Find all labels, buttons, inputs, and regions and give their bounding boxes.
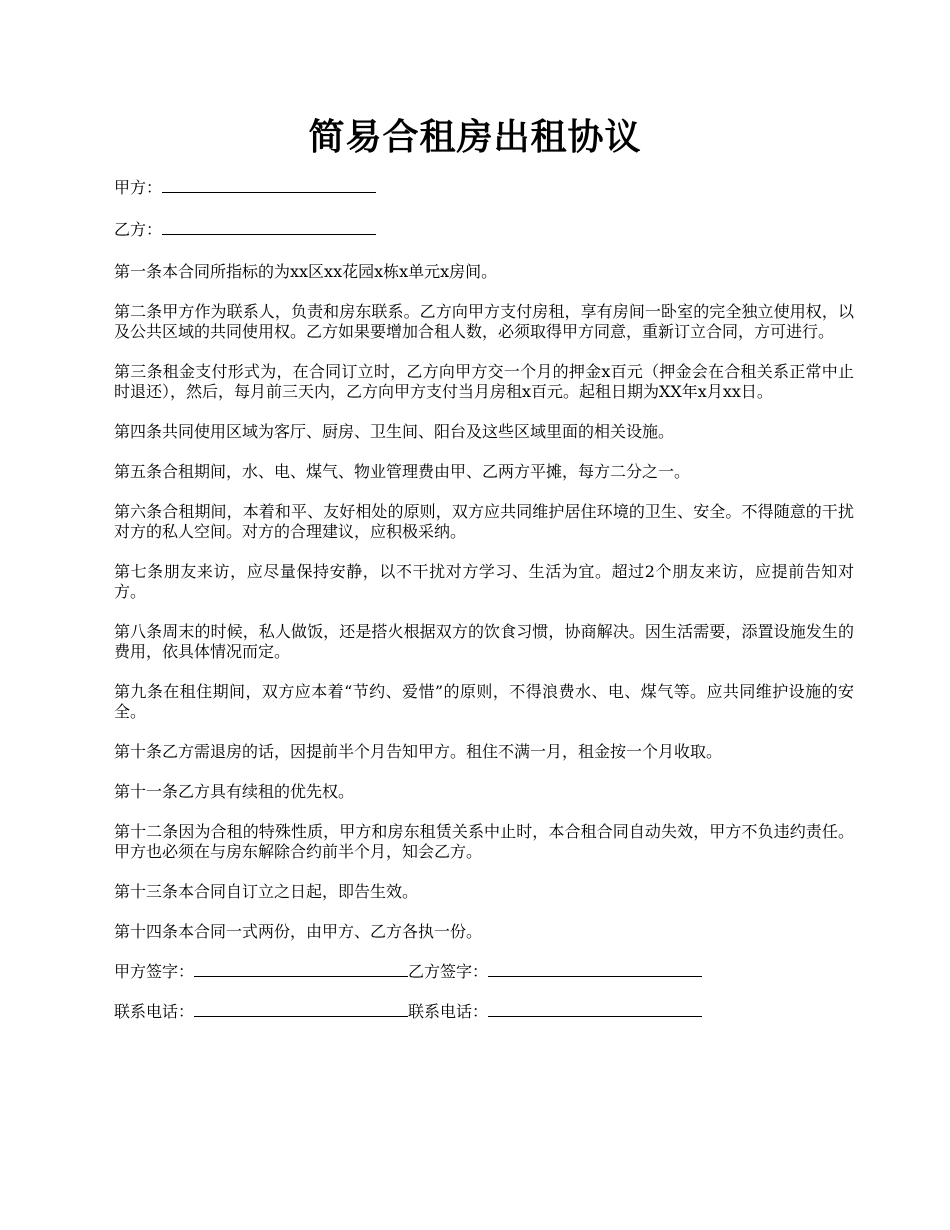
party-a-label: 甲方： (114, 178, 163, 197)
party-a-phone-blank (194, 1002, 408, 1017)
article-11: 第十一条乙方具有续租的优先权。 (114, 782, 355, 801)
article-8: 第八条周末的时候，私人做饭，还是搭火根据双方的饮食习惯，协商解决。因生活需要，添置设施发生的费用，依具体情况而定。 (114, 622, 854, 661)
party-b-label: 乙方： (114, 220, 163, 239)
article-9: 第九条在租住期间，双方应本着“节约、爱惜”的原则，不得浪费水、电、煤气等。应共同维护设施的安全。 (114, 682, 854, 721)
party-b-phone-label: 联系电话： (408, 1002, 489, 1021)
party-b-phone-blank (488, 1002, 702, 1017)
party-a-phone-label: 联系电话： (114, 1002, 195, 1021)
article-5: 第五条合租期间，水、电、煤气、物业管理费由甲、乙两方平摊，每方二分之一。 (114, 462, 691, 481)
article-12: 第十二条因为合租的特殊性质，甲方和房东租赁关系中止时，本合租合同自动失效，甲方不负违约责任。甲方也必须在与房东解除合约前半个月，知会乙方。 (114, 822, 854, 861)
signature-row (114, 962, 854, 982)
article-7: 第七条朋友来访，应尽量保持安静，以不干扰对方学习、生活为宜。超过2个朋友来访，应提前告知对方。 (114, 562, 854, 601)
article-14: 第十四条本合同一式两份，由甲方、乙方各执一份。 (114, 922, 483, 941)
article-2: 第二条甲方作为联系人，负责和房东联系。乙方向甲方支付房租，享有房间一卧室的完全独立使用权，以及公共区域的共同使用权。乙方如果要增加合租人数，必须取得甲方同意，重新订立合同，方可进行。 (114, 302, 854, 341)
article-1: 第一条本合同所指标的为xx区xx花园x栋x单元x房间。 (114, 262, 498, 281)
party-a-signature-label: 甲方签字： (114, 962, 195, 981)
phone-row (114, 1002, 854, 1022)
party-a-line (114, 178, 854, 198)
article-10: 第十条乙方需退房的话，因提前半个月告知甲方。租住不满一月，租金按一个月收取。 (114, 742, 723, 761)
party-b-signature-blank (488, 962, 702, 977)
party-a-signature-blank (194, 962, 408, 977)
party-a-blank (162, 178, 376, 193)
document-body (114, 178, 854, 1042)
article-3: 第三条租金支付形式为，在合同订立时，乙方向甲方交一个月的押金x百元（押金会在合租关系正常中止时退还），然后，每月前三天内，乙方向甲方支付当月房租x百元。起租日期为XX年x月xx日。 (114, 362, 854, 401)
article-4: 第四条共同使用区域为客厅、厨房、卫生间、阳台及这些区域里面的相关设施。 (114, 422, 675, 441)
party-b-line (114, 220, 854, 240)
document-title: 简易合租房出租协议 (308, 116, 642, 158)
party-b-blank (162, 220, 376, 235)
article-13: 第十三条本合同自订立之日起，即告生效。 (114, 882, 419, 901)
article-6: 第六条合租期间，本着和平、友好相处的原则，双方应共同维护居住环境的卫生、安全。不得随意的干扰对方的私人空间。对方的合理建议，应积极采纳。 (114, 502, 854, 541)
party-b-signature-label: 乙方签字： (408, 962, 489, 981)
